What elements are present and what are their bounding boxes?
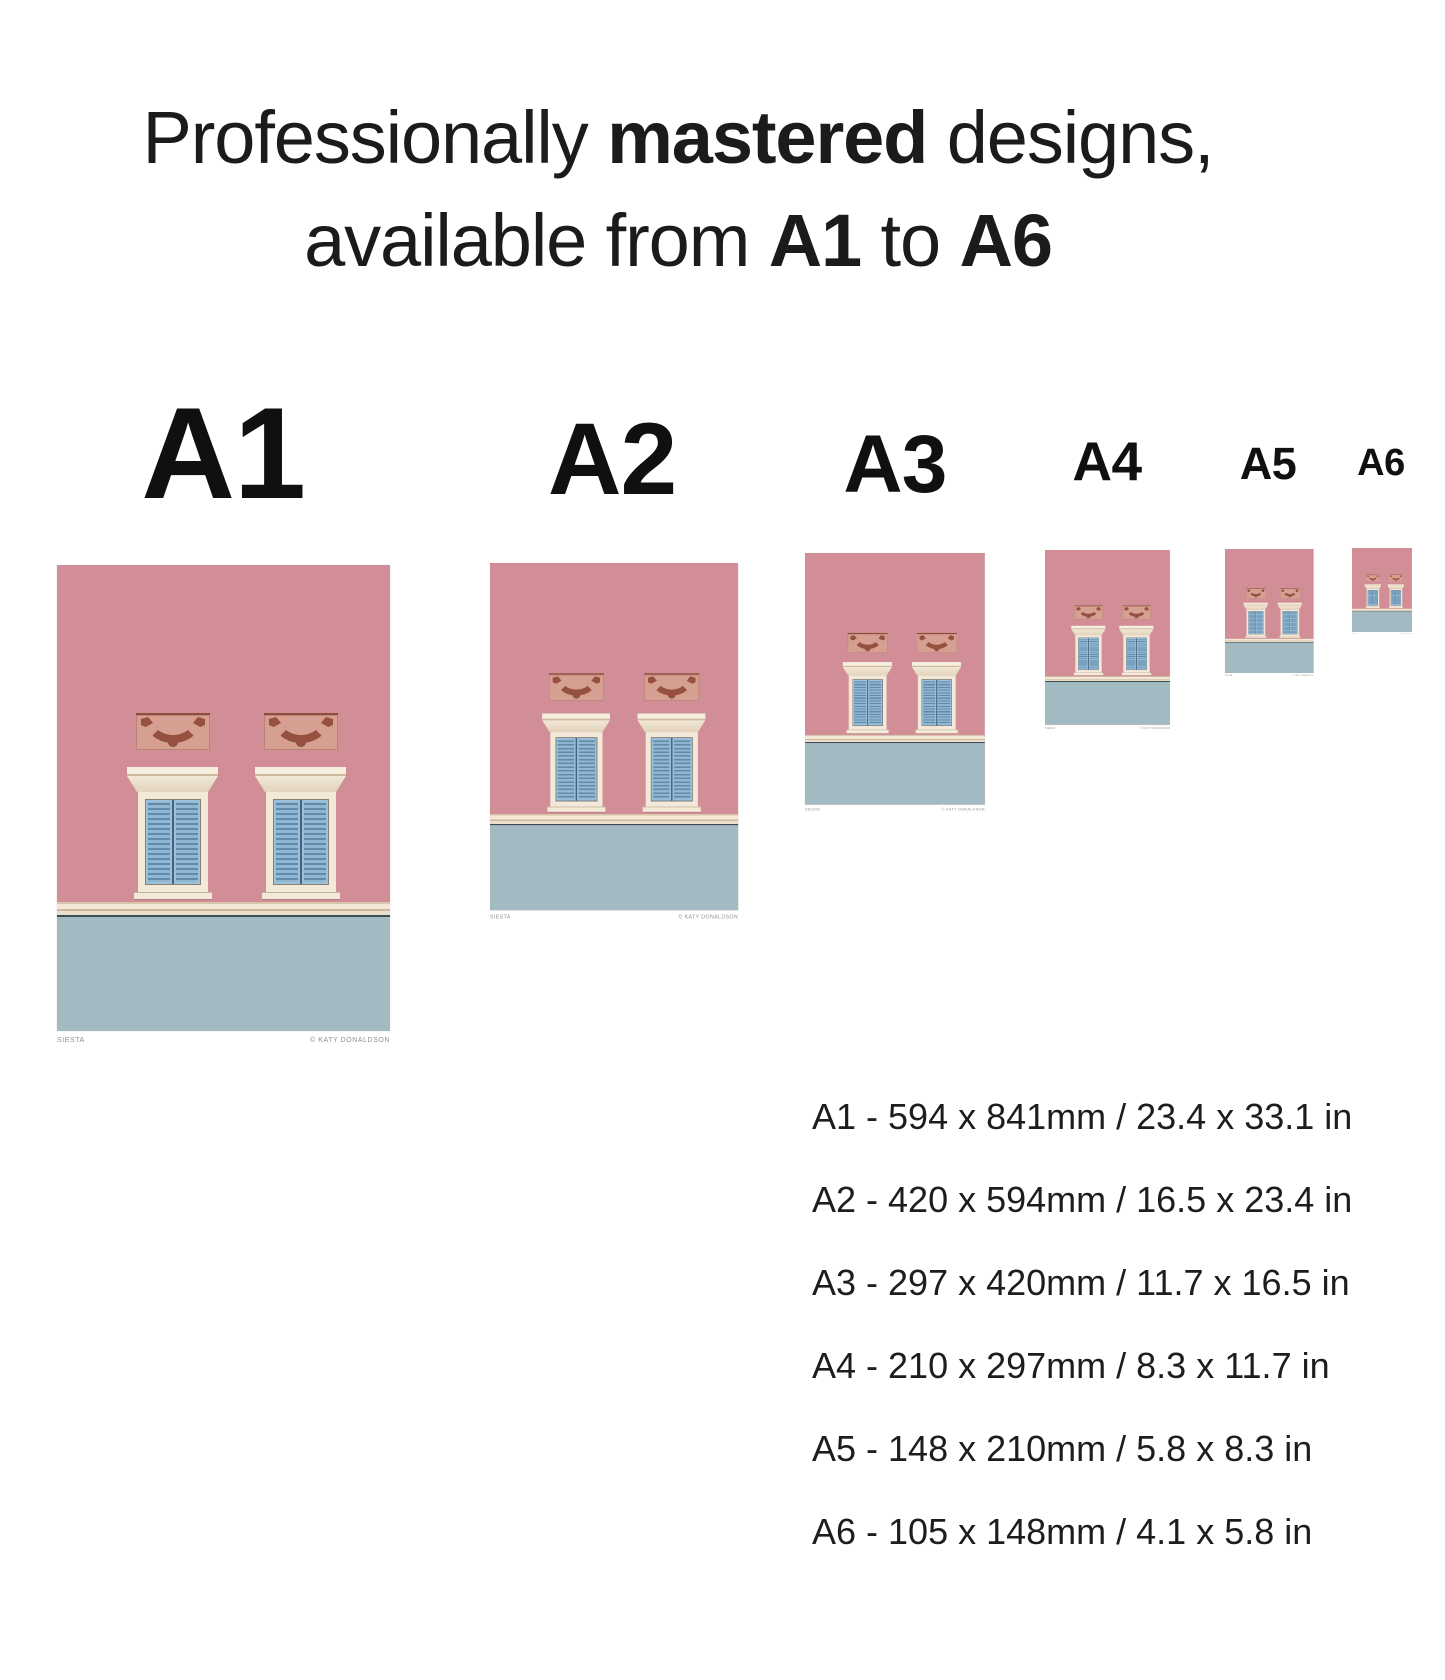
garland-relief-right [1123, 606, 1151, 620]
window-sill [262, 892, 340, 899]
facade-ledge [805, 735, 985, 743]
poster-a2 [490, 563, 823, 1043]
poster-artwork [1045, 550, 1170, 730]
window-cornice-cap [1365, 584, 1381, 586]
window-right [912, 662, 961, 733]
garland-relief-left [549, 673, 604, 701]
window-sill [642, 807, 700, 812]
garland-drop [1135, 615, 1139, 618]
page-title-line-1 [0, 86, 1356, 189]
size-row-a6: A6 - 105 x 148mm / 4.1 x 5.8 in [812, 1511, 1313, 1552]
window-cornice [1119, 629, 1153, 635]
lower-wall [805, 743, 985, 805]
artwork-slot [57, 565, 390, 1045]
poster-artwork [57, 565, 390, 1045]
poster-artwork [1225, 549, 1314, 677]
window-left [1365, 584, 1381, 608]
poster-artwork [1352, 548, 1412, 634]
window-shutters [1078, 638, 1099, 670]
window-frame [266, 792, 336, 892]
artwork-caption [1352, 632, 1412, 635]
garland-drop [1395, 579, 1397, 581]
poster-artwork [490, 563, 738, 921]
window-frame [1246, 609, 1265, 636]
lower-wall [57, 917, 390, 1031]
window-cornice [1365, 586, 1381, 589]
window-cornice [1278, 605, 1302, 609]
garland-relief-left [848, 633, 888, 653]
title-text-bold: A6 [959, 199, 1052, 282]
lower-wall [490, 825, 738, 910]
shutter-leaf [1078, 638, 1088, 670]
size-row-a5: A5 - 148 x 210mm / 5.8 x 8.3 in [812, 1428, 1313, 1469]
shutter-leaf [853, 680, 867, 725]
page-title [0, 86, 1356, 292]
poster-size-label-a6: A6 [1357, 442, 1405, 484]
window-sill [915, 730, 957, 734]
size-row-a1: A1 - 594 x 841mm / 23.4 x 33.1 in [812, 1096, 1353, 1137]
window-frame [1390, 589, 1403, 607]
artwork-image [1045, 550, 1170, 725]
shutter-leaf [651, 738, 670, 801]
window-left [843, 662, 892, 733]
artwork-slot [490, 563, 738, 921]
artwork-credit: © KATY DONALDSON [310, 1037, 390, 1044]
window-right [1388, 584, 1404, 608]
window-cornice-cap [638, 713, 706, 720]
window-cornice-cap [1244, 603, 1268, 605]
artwork-credit: © KATY DONALDSON [1292, 674, 1314, 677]
window-cornice-cap [1388, 584, 1404, 586]
lower-wall [1045, 682, 1170, 725]
window-shutters [145, 799, 201, 885]
artwork-slot [1352, 548, 1412, 634]
window-left [1244, 603, 1268, 638]
window-frame [1123, 635, 1149, 673]
artwork-image [1352, 548, 1412, 632]
size-row-a2: A2 - 420 x 594mm / 16.5 x 23.4 in [812, 1179, 1353, 1220]
shutter-leaf [1126, 638, 1136, 670]
poster-a4-artwork [1045, 550, 1170, 730]
shutter-leaf [146, 800, 172, 884]
window-shutters [1126, 638, 1147, 670]
window-cornice-cap [542, 713, 610, 720]
window-cornice [1244, 605, 1268, 609]
garland-drop [1255, 595, 1258, 597]
window-left [127, 767, 218, 899]
facade-ledge [490, 814, 738, 825]
size-row-a3: A3 - 297 x 420mm / 11.7 x 16.5 in [812, 1262, 1350, 1303]
poster-artwork [805, 553, 985, 812]
artwork-caption [57, 1031, 390, 1045]
artwork-caption [1225, 673, 1314, 677]
window-cornice [127, 776, 218, 792]
garland-drop [573, 692, 580, 699]
poster-a1 [57, 565, 390, 1045]
garland-relief-left [136, 713, 210, 750]
window-shutters [921, 679, 951, 725]
garland-drop [1289, 595, 1292, 597]
garland-relief-right [644, 673, 699, 701]
artwork-slot [805, 553, 985, 812]
poster-size-label-a3: A3 [843, 419, 947, 510]
window-shutters [273, 799, 329, 885]
shutter-leaf [868, 680, 882, 725]
size-row-a4: A4 - 210 x 297mm / 8.3 x 11.7 in [812, 1345, 1330, 1386]
window-cornice-cap [1278, 603, 1302, 605]
shutter-leaf [577, 738, 596, 801]
shutter-leaf [1290, 612, 1297, 634]
title-text: available from [304, 199, 769, 282]
window-frame [1366, 589, 1379, 607]
window-right [1278, 603, 1302, 638]
poster-size-label-a2: A2 [547, 402, 677, 516]
garland-relief-right [1280, 588, 1300, 598]
poster-a2-artwork [490, 563, 738, 921]
title-text: to [861, 199, 960, 282]
window-cornice [1071, 629, 1105, 635]
garland-drop [1372, 579, 1374, 581]
shutter-leaf [1089, 638, 1099, 670]
window-shutters [1248, 611, 1263, 634]
garland-drop [865, 646, 870, 651]
artwork-caption [1045, 725, 1170, 730]
window-sill [1074, 673, 1103, 676]
facade-ledge [57, 902, 390, 917]
window-cornice-cap [1071, 626, 1105, 629]
window-frame [645, 732, 697, 807]
window-left [1071, 626, 1105, 676]
lower-wall [1225, 643, 1314, 673]
shutter-leaf [274, 800, 300, 884]
window-cornice-cap [843, 662, 892, 667]
garland-relief-right [917, 633, 957, 653]
lower-wall [1352, 611, 1412, 632]
garland-relief-left [1246, 588, 1266, 598]
window-left [542, 713, 610, 811]
poster-a1-artwork [57, 565, 390, 1045]
window-shutters [1282, 611, 1297, 634]
poster-size-label-a1: A1 [141, 380, 305, 526]
poster-a6-artwork [1352, 548, 1412, 634]
shutter-leaf [1137, 638, 1147, 670]
window-shutters [1391, 590, 1401, 605]
poster-size-label-a4: A4 [1072, 430, 1142, 492]
window-frame [1075, 635, 1101, 673]
window-shutters [852, 679, 882, 725]
title-text: designs, [927, 96, 1214, 179]
artwork-caption [805, 805, 985, 813]
shutter-leaf [1283, 612, 1290, 634]
title-text-bold: mastered [607, 96, 928, 179]
artwork-image [57, 565, 390, 1031]
title-text: Professionally [142, 96, 608, 179]
window-cornice-cap [1119, 626, 1153, 629]
shutter-leaf [1391, 590, 1396, 605]
artwork-credit: © KATY DONALDSON [941, 807, 985, 812]
window-right [638, 713, 706, 811]
garland-drop [168, 738, 178, 747]
window-frame [1280, 609, 1299, 636]
window-cornice [542, 720, 610, 732]
shutter-leaf [556, 738, 575, 801]
window-sill [846, 730, 888, 734]
shutter-leaf [672, 738, 691, 801]
window-cornice [1388, 586, 1404, 589]
poster-a6 [1352, 548, 1445, 1028]
garland-relief-right [264, 713, 338, 750]
artwork-image [1225, 549, 1314, 673]
window-right [1119, 626, 1153, 676]
window-sill [1245, 636, 1266, 638]
artwork-caption [490, 910, 738, 920]
window-frame [848, 676, 886, 730]
window-shutters [555, 737, 597, 801]
window-frame [550, 732, 602, 807]
garland-relief-right [1389, 575, 1402, 582]
artwork-slot [1045, 550, 1170, 730]
garland-drop [296, 738, 306, 747]
shutter-leaf [1373, 590, 1378, 605]
shutter-leaf [1396, 590, 1401, 605]
garland-drop [1087, 615, 1091, 618]
garland-drop [934, 646, 939, 651]
window-sill [134, 892, 212, 899]
artwork-title: SIESTA [1352, 632, 1357, 635]
page-title-line-2 [0, 189, 1356, 292]
shutter-leaf [1368, 590, 1373, 605]
artwork-title: SIESTA [57, 1037, 85, 1044]
window-cornice [912, 667, 961, 676]
window-cornice [638, 720, 706, 732]
window-frame [918, 676, 956, 730]
window-cornice-cap [255, 767, 346, 776]
window-cornice [843, 667, 892, 676]
poster-a5-artwork [1225, 549, 1314, 677]
garland-relief-left [1075, 606, 1103, 620]
artwork-title: SIESTA [805, 807, 820, 812]
window-cornice-cap [912, 662, 961, 667]
artwork-credit: © KATY DONALDSON [1139, 727, 1170, 730]
title-text-bold: A1 [768, 199, 862, 282]
shutter-leaf [302, 800, 328, 884]
artwork-image [805, 553, 985, 805]
artwork-title: SIESTA [1225, 674, 1233, 677]
window-shutters [651, 737, 693, 801]
shutter-leaf [937, 680, 951, 725]
artwork-image [490, 563, 738, 910]
window-shutters [1368, 590, 1378, 605]
size-list [812, 1096, 1352, 1594]
window-cornice-cap [127, 767, 218, 776]
window-sill [1279, 636, 1300, 638]
artwork-credit: © KATY DONALDSON [1397, 632, 1412, 635]
window-right [255, 767, 346, 899]
poster-size-label-a5: A5 [1239, 438, 1297, 489]
artwork-title: SIESTA [490, 914, 511, 920]
shutter-leaf [1256, 612, 1263, 634]
shutter-leaf [922, 680, 936, 725]
window-cornice [255, 776, 346, 792]
shutter-leaf [174, 800, 200, 884]
poster-a3-artwork [805, 553, 985, 812]
window-sill [1122, 673, 1151, 676]
shutter-leaf [1249, 612, 1256, 634]
artwork-credit: © KATY DONALDSON [678, 914, 739, 920]
window-frame [138, 792, 208, 892]
garland-drop [668, 692, 675, 699]
artwork-title: SIESTA [1045, 727, 1056, 730]
artwork-slot [1225, 549, 1314, 677]
window-sill [547, 807, 605, 812]
garland-relief-left [1366, 575, 1379, 582]
